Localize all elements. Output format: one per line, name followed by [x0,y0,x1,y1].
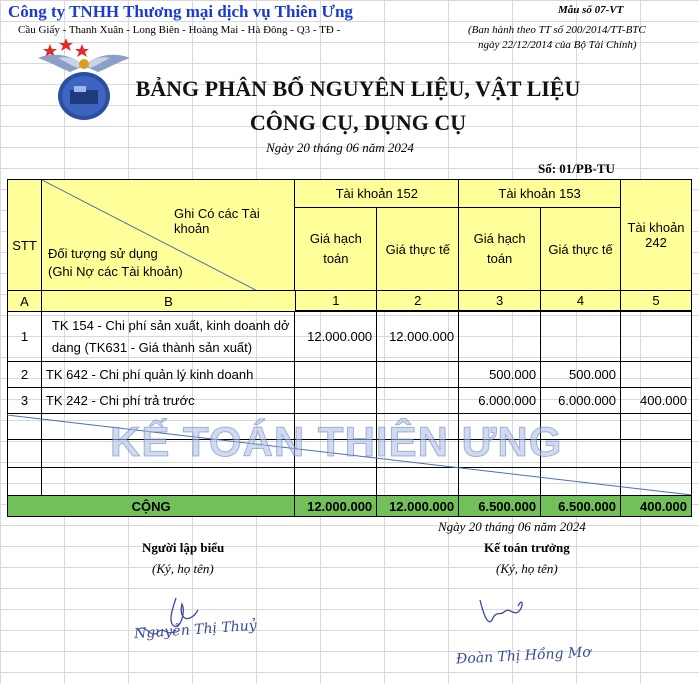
header-actual-price-152: Giá thực tế [377,208,459,291]
header-stt: STT [8,180,42,311]
row-value: 12.000.000 [377,312,459,362]
document-date: Ngày 20 tháng 06 năm 2024 [266,140,414,155]
document-title-line2: CÔNG CỤ, DỤNG CỤ [249,110,467,135]
header-credit-accounts: Ghi Có các Tài khoản [173,206,260,236]
row-value [377,388,459,414]
row-value [621,362,692,388]
preparer-name: Nguyễn Thị Thuỷ [133,617,258,643]
row-value: 500.000 [459,362,541,388]
chief-accountant-title: Kế toán trưởng [484,540,570,555]
watermark-text: KẾ TOÁN THIÊN ƯNG [110,418,563,465]
table-row [8,362,692,388]
row-value [541,312,621,362]
code-cell: 3 [459,291,541,311]
company-address: Cầu Giấy - Thanh Xuân - Long Biên - Hoàng Mai - Hà Đông - Q3 - TĐ - [18,24,341,36]
row-value: 400.000 [621,388,692,414]
issued-note-line1: (Ban hành theo TT số 200/2014/TT-BTC [468,24,646,36]
code-cell: 4 [541,291,621,311]
chief-accountant-name: Đoàn Thị Hồng Mơ [455,644,592,668]
code-cell: B [42,291,296,312]
header-acc-153: Tài khoản 153 [459,180,621,208]
header-row-1 [8,180,692,208]
header-debit-accounts: (Ghi Nợ các Tài khoản) [47,264,183,279]
total-value: 6.500.000 [459,496,541,517]
total-value: 12.000.000 [295,496,377,517]
preparer-sign-note: (Ký, họ tên) [152,561,214,576]
table-row [8,388,692,414]
row-description: TK 242 - Chi phí trả trước [41,388,294,414]
preparer-title: Người lập biểu [142,540,225,555]
row-stt: 1 [8,312,42,362]
document-title-line1: BẢNG PHÂN BỔ NGUYÊN LIỆU, VẬT LIỆU [135,76,581,101]
total-label: CỘNG [8,496,295,517]
header-acc-152: Tài khoản 152 [295,180,459,208]
row-value [459,312,541,362]
row-stt: 2 [8,362,42,388]
code-cell: 1 [295,291,377,311]
header-acc-242: Tài khoản 242 [620,180,691,291]
row-value: 6.000.000 [541,388,621,414]
form-number: Mẫu số 07-VT [558,4,624,16]
total-value: 6.500.000 [541,496,621,517]
header-actual-price-153: Giá thực tế [541,208,621,291]
total-value: 12.000.000 [377,496,459,517]
document-number: Số: 01/PB-TU [538,161,615,176]
row-value: 500.000 [541,362,621,388]
header-plan-price-152: Giá hạch toán [295,208,377,291]
row-value: 12.000.000 [295,312,377,362]
row-description: TK 642 - Chi phí quản lý kinh doanh [41,362,294,388]
total-row [8,496,692,517]
chief-accountant-signature [470,590,590,640]
code-cell: A [8,291,42,312]
code-row-left [7,290,296,312]
row-stt: 3 [8,388,42,414]
row-value [377,362,459,388]
code-cell: 2 [377,291,459,311]
footer-date: Ngày 20 tháng 06 năm 2024 [438,519,586,534]
row-value [295,388,377,414]
row-value [621,312,692,362]
table-row [8,312,692,362]
row-description: TK 154 - Chi phí sản xuất, kinh doanh dở dang (TK631 - Giá thành sản xuất) [41,312,294,362]
code-cell: 5 [620,291,691,311]
row-value [295,362,377,388]
header-debit-object: Đối tượng sử dụng [47,246,158,261]
company-name: Công ty TNHH Thương mại dịch vụ Thiên Ưng [8,2,353,21]
issued-note-line2: ngày 22/12/2014 của Bộ Tài Chính) [478,39,637,51]
row-value: 6.000.000 [459,388,541,414]
chief-accountant-sign-note: (Ký, họ tên) [496,561,558,576]
header-plan-price-153: Giá hạch toán [459,208,541,291]
total-value: 400.000 [621,496,692,517]
